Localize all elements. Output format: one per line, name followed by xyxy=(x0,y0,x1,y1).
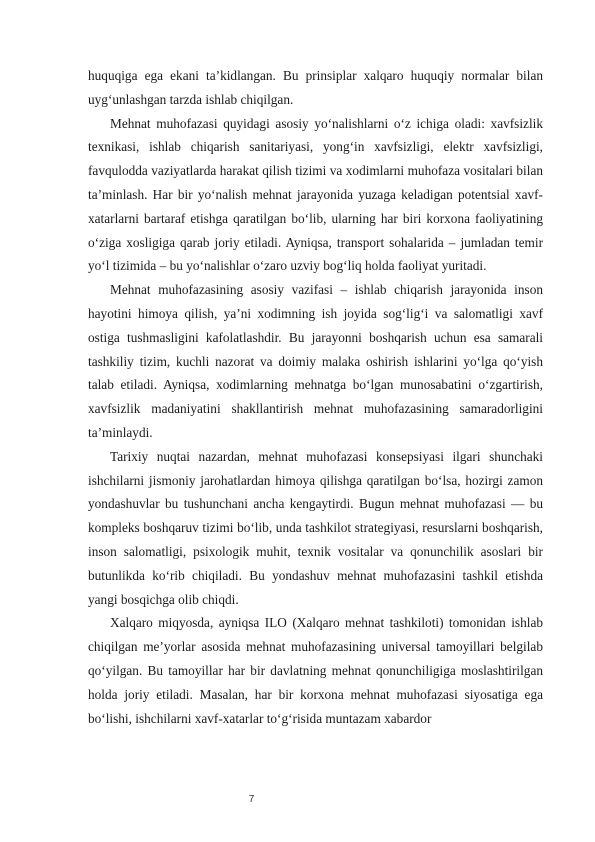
paragraph-directions: Mehnat muhofazasi quyidagi asosiy yo‘nalishlarni o‘z ichiga oladi: xavfsizlik texnikasi, ishlab chiqarish sanitariyasi, yong‘in xavfsizligi, elektr xavfsizligi, favqulodda vaziyatlarda harakat qilish tizimi va xodimlarni muhofaza vositalari bilan ta’minlash. Har bir yo‘nalish mehnat jarayonida yuzaga keladigan potentsial xavf-xatarlarni bartaraf etishga qaratilgan bo‘lib, ularning har biri korxona faoliyatining o‘ziga xosligiga qarab joriy etiladi. Ayniqsa, transport sohalarida – jumladan temir yo‘l tizimida – bu yo‘nalishlar o‘zaro uzviy bog‘liq holda faoliyat yuritadi. xyxy=(88,115,543,274)
paragraph-history: Tarixiy nuqtai nazardan, mehnat muhofazasi konsepsiyasi ilgari shunchaki ishchilarni jismoniy jarohatlardan himoya qilishga qaratilgan bo‘lsa, hozirgi zamon yondashuvlar bu tushunchani ancha kengaytirdi. Bugun mehnat muhofazasi — bu kompleks boshqaruv tizimi bo‘lib, unda tashkilot strategiyasi, resurslarni boshqarish, inson salomatligi, psixologik muhit, texnik vositalar va qonunchilik asoslari bir butunlikda ko‘rib chiqiladi. Bu yondashuv mehnat muhofazasini tashkil etishda yangi bosqichga olib chiqdi. xyxy=(88,448,543,607)
body-text xyxy=(88,64,543,730)
page-number: 7 xyxy=(248,794,255,805)
paragraph-continuation: huquqiga ega ekani ta’kidlangan. Bu prinsiplar xalqaro huquqiy normalar bilan uyg‘unlashgan tarzda ishlab chiqilgan. xyxy=(88,68,543,107)
paragraph-main-task: Mehnat muhofazasining asosiy vazifasi – ishlab chiqarish jarayonida inson hayotini himoya qilish, ya’ni xodimning ish joyida sog‘lig‘i va salomatligi xavf ostiga tushmasligini kafolatlashdir. Bu jarayonni boshqarish uchun esa samarali tashkiliy tizim, kuchli nazorat va doimiy malaka oshirish ishlarini yo‘lga qo‘yish talab etiladi. Ayniqsa, xodimlarning mehnatga bo‘lgan munosabatini o‘zgartirish, xavfsizlik madaniyatini shakllantirish mehnat muhofazasining samaradorligini ta’minlaydi. xyxy=(88,282,543,440)
paragraph-international: Xalqaro miqyosda, ayniqsa ILO (Xalqaro mehnat tashkiloti) tomonidan ishlab chiqilgan me’yorlar asosida mehnat muhofazasining universal tamoyillari belgilab qo‘yilgan. Bu tamoyillar har bir davlatning mehnat qonunchiligiga moslashtirilgan holda joriy etiladi. Masalan, har bir korxona mehnat muhofazasi siyosatiga ega bo‘lishi, ishchilarni xavf-xatarlar to‘g‘risida muntazam xabardor xyxy=(88,615,543,726)
